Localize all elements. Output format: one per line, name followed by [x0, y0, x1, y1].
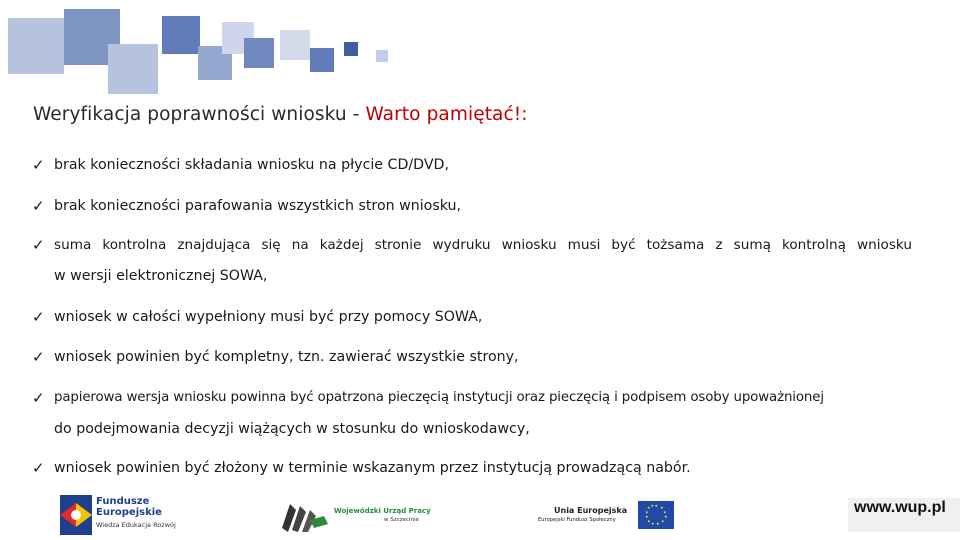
svg-text:★: ★ [661, 518, 665, 524]
title-accent: Warto pamiętać!: [365, 104, 528, 125]
list-item [32, 191, 912, 221]
title-main: Weryfikacja poprawności wniosku - [33, 104, 366, 125]
decor-square [8, 18, 64, 74]
svg-text:★: ★ [651, 521, 655, 526]
slide-title [33, 104, 528, 125]
decor-square [376, 50, 388, 62]
svg-text:★: ★ [645, 509, 649, 515]
list-item-continuation [32, 261, 912, 291]
svg-text:★: ★ [660, 505, 664, 510]
list-item-text: w wersji elektronicznej SOWA, [54, 268, 268, 284]
svg-text:★: ★ [664, 514, 668, 519]
eu-flag-icon [638, 501, 674, 529]
wup-icon [280, 498, 330, 532]
logo-ue-line2: Europejski Fundusz Społeczny [538, 517, 616, 523]
list-item [32, 453, 912, 483]
svg-text:★: ★ [647, 518, 651, 524]
decor-square [108, 44, 158, 94]
list-item-text: do podejmowania decyzji wiążących w stosunku do wnioskodawcy, [54, 421, 530, 437]
list-item-text: papierowa wersja wniosku powinna być opatrzona pieczęcią instytucji oraz pieczęcią i podpisem osoby upoważnionej [54, 390, 824, 405]
logo-fe-line2: Europejskie [96, 507, 162, 518]
list-item [32, 383, 912, 413]
logo-fe-line1: Fundusze [96, 496, 150, 507]
list-item-text: wniosek powinien być złożony w terminie wskazanym przez instytucją prowadzącą nabór. [54, 460, 691, 476]
fundusze-europejskie-icon [60, 495, 92, 535]
list-item-continuation [32, 414, 912, 444]
decor-square [310, 48, 334, 72]
svg-text:★: ★ [656, 521, 660, 526]
footer-logos [0, 490, 960, 540]
svg-text:★: ★ [647, 505, 651, 510]
checkmark-icon: ✓ [32, 156, 45, 174]
svg-text:★: ★ [663, 509, 667, 515]
checkmark-icon: ✓ [32, 348, 45, 366]
checkmark-icon: ✓ [32, 389, 45, 407]
list-item [32, 150, 912, 180]
decor-square [280, 30, 310, 60]
list-item-text: wniosek powinien być kompletny, tzn. zawierać wszystkie strony, [54, 349, 519, 365]
website-link[interactable]: www.wup.pl [848, 498, 960, 532]
logo-wup [280, 498, 440, 534]
decor-square [244, 38, 274, 68]
list-item-text: suma kontrolna znajdująca się na każdej stronie wydruku wniosku musi być tożsama z sumą kontrolną wniosku [54, 237, 912, 253]
logo-fundusze-europejskie [60, 494, 190, 536]
checkmark-icon: ✓ [32, 197, 45, 215]
decor-square [344, 42, 358, 56]
logo-ue-line1: Unia Europejska [554, 506, 628, 515]
checkmark-icon: ✓ [32, 236, 45, 254]
logo-unia-europejska [536, 498, 676, 532]
checkmark-icon: ✓ [32, 459, 45, 477]
svg-text:★: ★ [645, 514, 649, 519]
list-item-text: brak konieczności parafowania wszystkich stron wniosku, [54, 198, 462, 214]
logo-wup-line1: Wojewódzki Urząd Pracy [334, 507, 431, 515]
svg-text:★: ★ [654, 503, 659, 508]
logo-fe-line3: Wiedza Edukacja Rozwój [96, 521, 176, 529]
list-item-text: wniosek w całości wypełniony musi być przy pomocy SOWA, [54, 309, 483, 325]
list-item [32, 230, 912, 260]
list-item [32, 302, 912, 332]
logo-wup-line2: w Szczecinie [384, 517, 419, 523]
decor-square [162, 16, 200, 54]
svg-text:★: ★ [650, 503, 655, 508]
list-item [32, 342, 912, 372]
list-item-text: brak konieczności składania wniosku na płycie CD/DVD, [54, 157, 449, 173]
checkmark-icon: ✓ [32, 308, 45, 326]
